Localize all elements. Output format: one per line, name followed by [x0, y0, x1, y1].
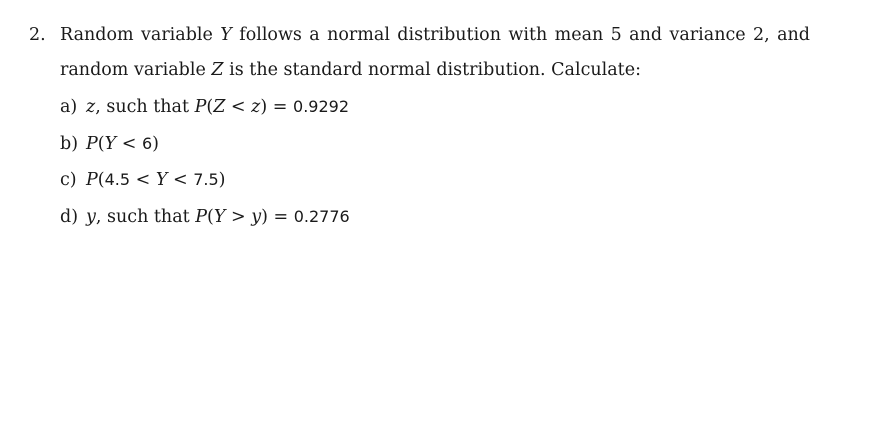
- subpart-text: P(Y < 6): [86, 133, 159, 154]
- question-number: 2.: [29, 25, 46, 45]
- question-stem-line-1: [29, 18, 810, 53]
- subparts-list: [29, 89, 819, 235]
- subpart-text: z, such that P(Z < z) = 0.9292: [86, 97, 349, 117]
- subpart-label: b): [60, 133, 79, 154]
- subpart-d: [29, 199, 819, 236]
- stem-text-line-1: Random variable Y follows a normal distribution with mean 5 and variance 2, and: [60, 25, 810, 45]
- subpart-text: P(4.5 < Y < 7.5): [86, 170, 226, 190]
- subpart-c: [29, 162, 819, 199]
- subpart-text: y, such that P(Y > y) = 0.2776: [86, 206, 350, 227]
- subpart-a: [29, 89, 819, 126]
- question-stem-line-2: random variable Z is the standard normal distribution. Calculate:: [60, 60, 641, 80]
- subpart-b: [29, 126, 819, 163]
- question-block: [29, 18, 819, 235]
- subpart-label: a): [60, 97, 78, 117]
- subpart-label: d): [60, 206, 79, 227]
- subpart-label: c): [60, 170, 77, 190]
